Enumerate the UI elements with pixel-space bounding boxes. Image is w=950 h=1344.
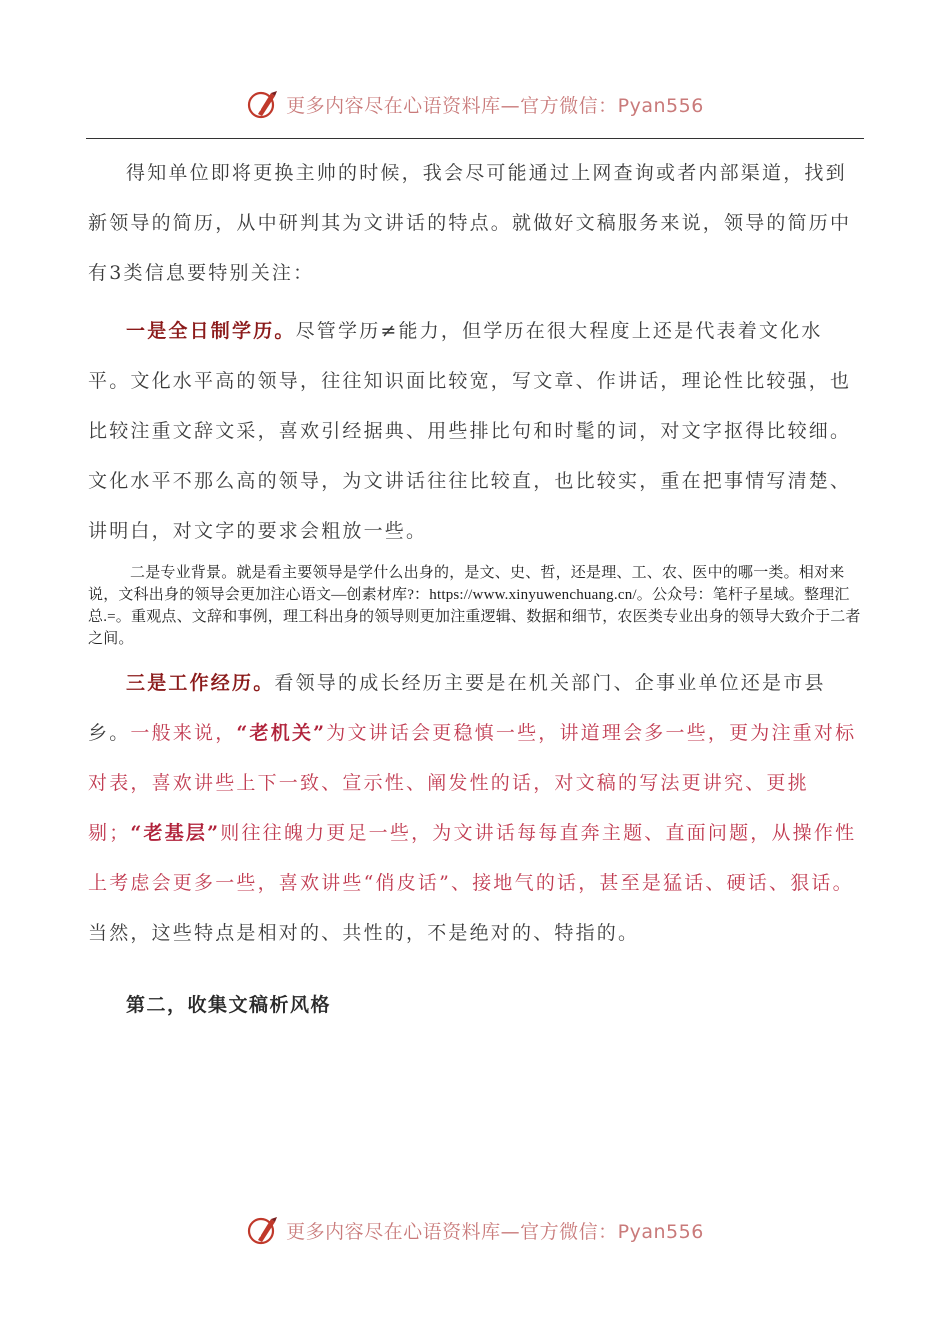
header-banner-text: 更多内容尽在心语资料库—官方微信：Pyan556 <box>286 94 704 117</box>
section-title: 第二，收集文稿析风格 <box>126 994 332 1016</box>
paragraph-education-heading: 一是全日制学历。 <box>126 320 296 342</box>
paragraph-experience-heading: 三是工作经历。 <box>126 672 275 694</box>
pen-nib-logo-icon <box>246 1213 280 1247</box>
paragraph-experience <box>88 658 864 958</box>
highlight-text-1: 一般来说， <box>130 722 237 744</box>
highlight-term-old-office: “老机关” <box>236 722 327 744</box>
document-body <box>88 148 864 1030</box>
highlight-term-old-grassroots: “老基层” <box>130 822 221 844</box>
footer-banner-text: 更多内容尽在心语资料库—官方微信：Pyan556 <box>286 1220 704 1243</box>
header-divider <box>86 138 864 139</box>
paragraph-experience-body-2: 当然，这些特点是相对的、共性的，不是绝对的、特指的。 <box>88 922 640 944</box>
paragraph-education <box>88 306 864 556</box>
footer-banner <box>0 1210 950 1250</box>
header-banner <box>0 84 950 124</box>
paragraph-education-body: 尽管学历≠能力，但学历在很大程度上还是代表着文化水平。文化水平高的领导，往往知识面比较宽，写文章、作讲话，理论性比较强，也比较注重文辞文采，喜欢引经据典、用些排比句和时髦的词，对文字抠得比较细。文化水平不那么高的领导，为文讲话往往比较直，也比较实，重在把事情写清楚、讲明白，对文字的要求会粗放一些。 <box>88 320 852 542</box>
pen-nib-logo-icon <box>246 87 280 121</box>
paragraph-experience-body-1: 看领导的成长经历主要是在机关部门、企事业单位还是市县乡。 <box>88 672 826 744</box>
highlight-text-3: 则往往魄力更足一些，为文讲话每每直奔主题、直面问题，从操作性上考虑会更多一些，喜欢讲些“俏皮话”、接地气的话，甚至是猛话、硬话、狠话。 <box>88 822 857 894</box>
highlight-text-2: 为文讲话会更稳慎一些，讲道理会多一些，更为注重对标对表，喜欢讲些上下一致、宣示性、阐发性的话，对文稿的写法更讲究、更挑剔； <box>88 722 857 844</box>
paragraph-intro: 得知单位即将更换主帅的时候，我会尽可能通过上网查询或者内部渠道，找到新领导的简历，从中研判其为文讲话的特点。就做好文稿服务来说，领导的简历中有3类信息要特别关注： <box>88 162 852 284</box>
paragraph-background: 二是专业背景。就是看主要领导是学什么出身的，是文、史、哲，还是理、工、农、医中的哪一类。相对来说，文科出身的领导会更加注心语文—创素材库?：https://www.xinyuwenchuang.cn/。公众号：笔杆子星域。整理汇总.=。重观点、文辞和事例，理工科出身的领导则更加注重逻辑、数据和细节，农医类专业出身的领导大致介于二者之间。 <box>88 565 861 647</box>
